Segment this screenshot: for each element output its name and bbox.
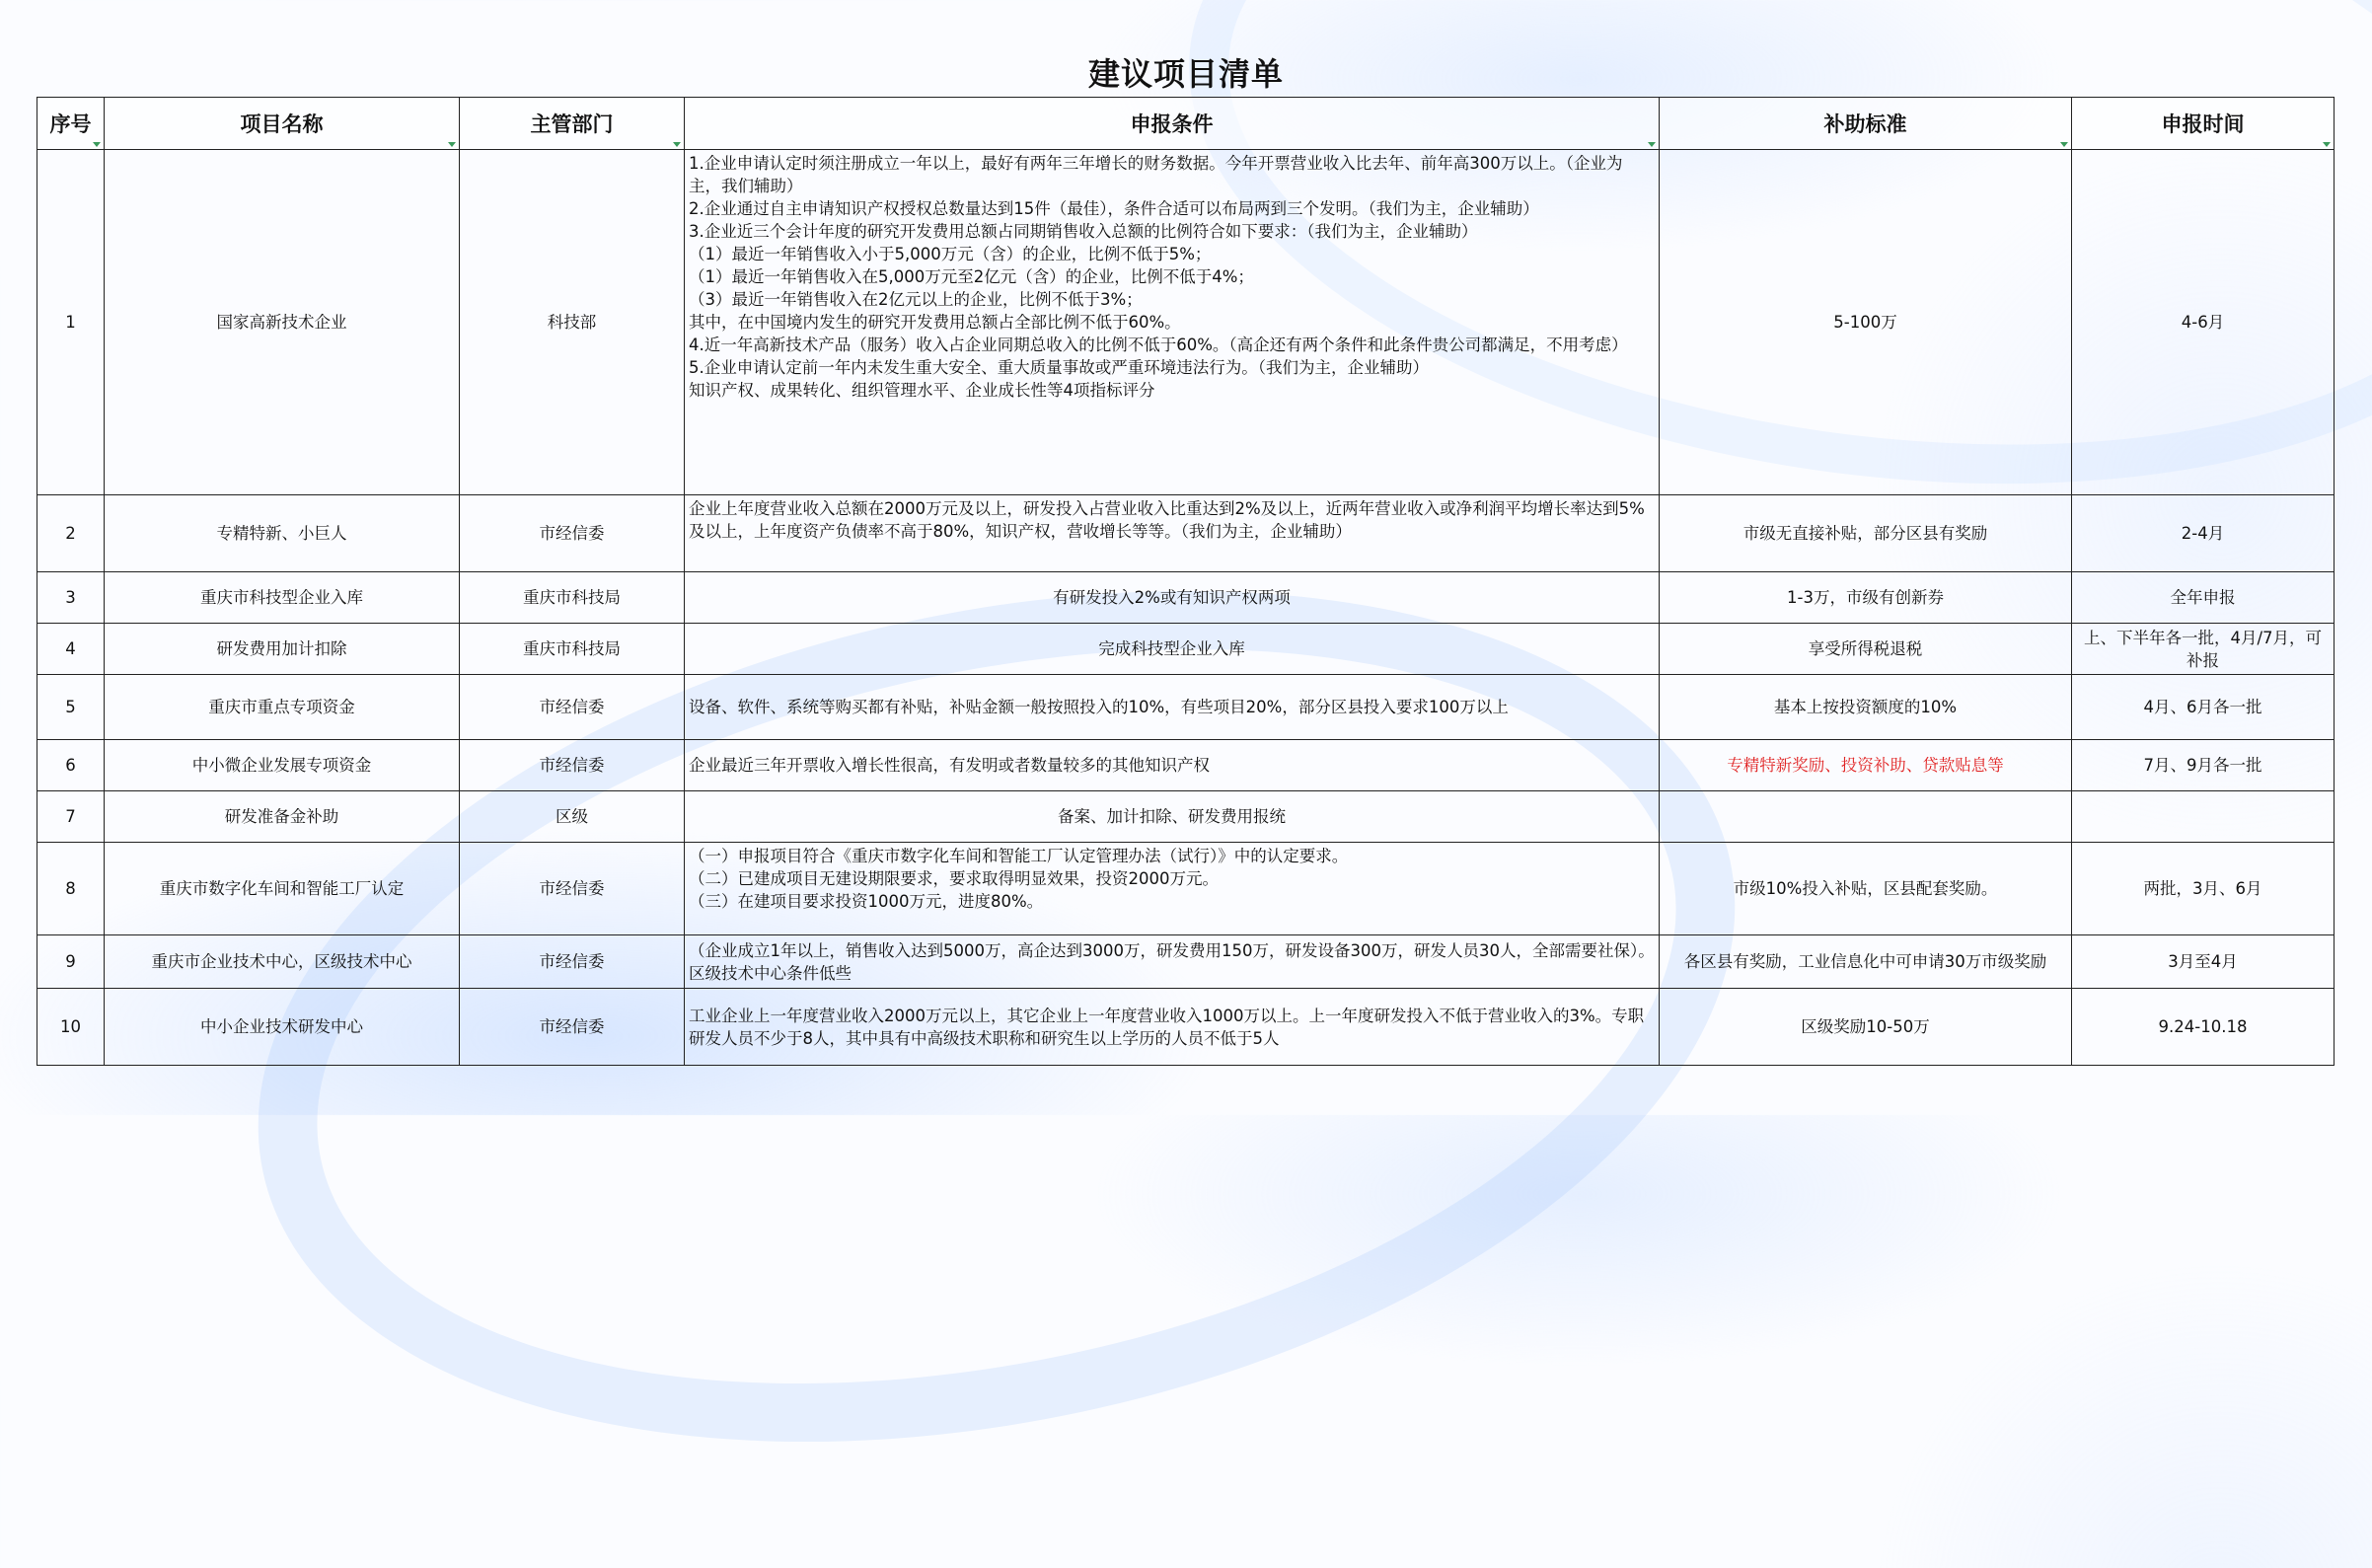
cell-no[interactable]: 9 — [37, 935, 105, 989]
cell-no[interactable]: 7 — [37, 791, 105, 843]
cell-name[interactable]: 国家高新技术企业 — [105, 150, 460, 495]
table-row — [37, 495, 2335, 572]
header-name[interactable]: 项目名称 — [105, 98, 460, 150]
cell-name[interactable]: 重庆市企业技术中心，区级技术中心 — [105, 935, 460, 989]
table-row — [37, 740, 2335, 791]
cell-time[interactable] — [2072, 791, 2335, 843]
cell-name[interactable]: 研发费用加计扣除 — [105, 624, 460, 675]
cell-subsidy[interactable]: 5-100万 — [1660, 150, 2072, 495]
cell-conditions[interactable]: 备案、加计扣除、研发费用报统 — [685, 791, 1660, 843]
cell-subsidy[interactable]: 1-3万，市级有创新券 — [1660, 572, 2072, 624]
page-title: 建议项目清单 — [1087, 55, 1284, 93]
cell-subsidy[interactable]: 基本上按投资额度的10% — [1660, 675, 2072, 740]
cell-conditions[interactable]: 有研发投入2%或有知识产权两项 — [685, 572, 1660, 624]
cell-no[interactable]: 1 — [37, 150, 105, 495]
cell-name[interactable]: 中小微企业发展专项资金 — [105, 740, 460, 791]
filter-dropdown-icon[interactable] — [448, 142, 456, 147]
cell-no[interactable]: 10 — [37, 989, 105, 1066]
header-row — [37, 98, 2335, 150]
cell-conditions[interactable]: 完成科技型企业入库 — [685, 624, 1660, 675]
table-row — [37, 791, 2335, 843]
cell-conditions[interactable]: 企业最近三年开票收入增长性很高，有发明或者数量较多的其他知识产权 — [685, 740, 1660, 791]
cell-time[interactable]: 9.24-10.18 — [2072, 989, 2335, 1066]
cell-subsidy[interactable] — [1660, 791, 2072, 843]
cell-no[interactable]: 2 — [37, 495, 105, 572]
filter-dropdown-icon[interactable] — [93, 142, 101, 147]
cell-time[interactable]: 2-4月 — [2072, 495, 2335, 572]
cell-time[interactable]: 4-6月 — [2072, 150, 2335, 495]
cell-subsidy[interactable]: 专精特新奖励、投资补助、贷款贴息等 — [1660, 740, 2072, 791]
cell-name[interactable]: 中小企业技术研发中心 — [105, 989, 460, 1066]
filter-dropdown-icon[interactable] — [2323, 142, 2331, 147]
cell-no[interactable]: 3 — [37, 572, 105, 624]
cell-dept[interactable]: 重庆市科技局 — [460, 572, 685, 624]
filter-dropdown-icon[interactable] — [1648, 142, 1656, 147]
cell-no[interactable]: 8 — [37, 843, 105, 935]
cell-conditions[interactable]: 企业上年度营业收入总额在2000万元及以上，研发投入占营业收入比重达到2%及以上，近两年营业收入或净利润平均增长率达到5%及以上，上年度资产负债率不高于80%，知识产权，营收增长等等。（我们为主，企业辅助） — [685, 495, 1660, 572]
header-no[interactable]: 序号 — [37, 98, 105, 150]
project-table — [37, 97, 2335, 1066]
cell-conditions[interactable]: 1.企业申请认定时须注册成立一年以上，最好有两年三年增长的财务数据。今年开票营业收入比去年、前年高300万以上。（企业为主，我们辅助） 2.企业通过自主申请知识产权授权总数量达到15件（最佳），条件合适可以布局两到三个发明。（我们为主，企业辅助） 3.企业近三个会计年度的研究开发费用总额占同期销售收入总额的比例符合如下要求：（我们为主，企业辅助） （1）最近一年销售收入小于5,000万元（含）的企业，比例不低于5%； （1）最近一年销售收入在5,000万元至2亿元（含）的企业，比例不低于4%； （3）最近一年销售收入在2亿元以上的企业，比例不低于3%； 其中，在中国境内发生的研究开发费用总额占全部比例不低于60%。 4.近一年高新技术产品（服务）收入占企业同期总收入的比例不低于60%。（高企还有两个条件和此条件贵公司都满足，不用考虑） 5.企业申请认定前一年内未发生重大安全、重大质量事故或严重环境违法行为。（我们为主，企业辅助） 知识产权、成果转化、组织管理水平、企业成长性等4项指标评分 — [685, 150, 1660, 495]
filter-dropdown-icon[interactable] — [673, 142, 681, 147]
cell-name[interactable]: 重庆市重点专项资金 — [105, 675, 460, 740]
cell-dept[interactable]: 市经信委 — [460, 935, 685, 989]
cell-name[interactable]: 重庆市科技型企业入库 — [105, 572, 460, 624]
cell-subsidy[interactable]: 市级10%投入补贴，区县配套奖励。 — [1660, 843, 2072, 935]
header-subsidy[interactable]: 补助标准 — [1660, 98, 2072, 150]
table-row — [37, 675, 2335, 740]
cell-dept[interactable]: 区级 — [460, 791, 685, 843]
filter-dropdown-icon[interactable] — [2060, 142, 2068, 147]
cell-time[interactable]: 3月至4月 — [2072, 935, 2335, 989]
cell-time[interactable]: 上、下半年各一批，4月/7月，可补报 — [2072, 624, 2335, 675]
cell-dept[interactable]: 市经信委 — [460, 740, 685, 791]
table-row — [37, 150, 2335, 495]
cell-time[interactable]: 4月、6月各一批 — [2072, 675, 2335, 740]
cell-dept[interactable]: 市经信委 — [460, 843, 685, 935]
table-row — [37, 572, 2335, 624]
cell-time[interactable]: 7月、9月各一批 — [2072, 740, 2335, 791]
cell-dept[interactable]: 市经信委 — [460, 675, 685, 740]
cell-conditions[interactable]: （企业成立1年以上，销售收入达到5000万，高企达到3000万，研发费用150万，研发设备300万，研发人员30人，全部需要社保）。区级技术中心条件低些 — [685, 935, 1660, 989]
table-row — [37, 989, 2335, 1066]
cell-time[interactable]: 两批，3月、6月 — [2072, 843, 2335, 935]
header-dept[interactable]: 主管部门 — [460, 98, 685, 150]
table-row — [37, 843, 2335, 935]
cell-dept[interactable]: 市经信委 — [460, 495, 685, 572]
header-time[interactable]: 申报时间 — [2072, 98, 2335, 150]
cell-no[interactable]: 4 — [37, 624, 105, 675]
header-conditions[interactable]: 申报条件 — [685, 98, 1660, 150]
cell-subsidy[interactable]: 享受所得税退税 — [1660, 624, 2072, 675]
cell-subsidy[interactable]: 市级无直接补贴，部分区县有奖励 — [1660, 495, 2072, 572]
cell-conditions[interactable]: （一）申报项目符合《重庆市数字化车间和智能工厂认定管理办法（试行）》中的认定要求。 （二）已建成项目无建设期限要求，要求取得明显效果，投资2000万元。 （三）在建项目要求投资1000万元，进度80%。 — [685, 843, 1660, 935]
cell-name[interactable]: 重庆市数字化车间和智能工厂认定 — [105, 843, 460, 935]
cell-dept[interactable]: 重庆市科技局 — [460, 624, 685, 675]
table-row — [37, 624, 2335, 675]
cell-name[interactable]: 研发准备金补助 — [105, 791, 460, 843]
cell-dept[interactable]: 科技部 — [460, 150, 685, 495]
cell-subsidy[interactable]: 各区县有奖励，工业信息化中可申请30万市级奖励 — [1660, 935, 2072, 989]
table-row — [37, 935, 2335, 989]
cell-conditions[interactable]: 设备、软件、系统等购买都有补贴，补贴金额一般按照投入的10%，有些项目20%，部分区县投入要求100万以上 — [685, 675, 1660, 740]
cell-no[interactable]: 5 — [37, 675, 105, 740]
cell-subsidy[interactable]: 区级奖励10-50万 — [1660, 989, 2072, 1066]
cell-time[interactable]: 全年申报 — [2072, 572, 2335, 624]
cell-name[interactable]: 专精特新、小巨人 — [105, 495, 460, 572]
cell-dept[interactable]: 市经信委 — [460, 989, 685, 1066]
cell-conditions[interactable]: 工业企业上一年度营业收入2000万元以上，其它企业上一年度营业收入1000万以上。上一年度研发投入不低于营业收入的3%。专职研发人员不少于8人，其中具有中高级技术职称和研究生以上学历的人员不低于5人 — [685, 989, 1660, 1066]
cell-no[interactable]: 6 — [37, 740, 105, 791]
